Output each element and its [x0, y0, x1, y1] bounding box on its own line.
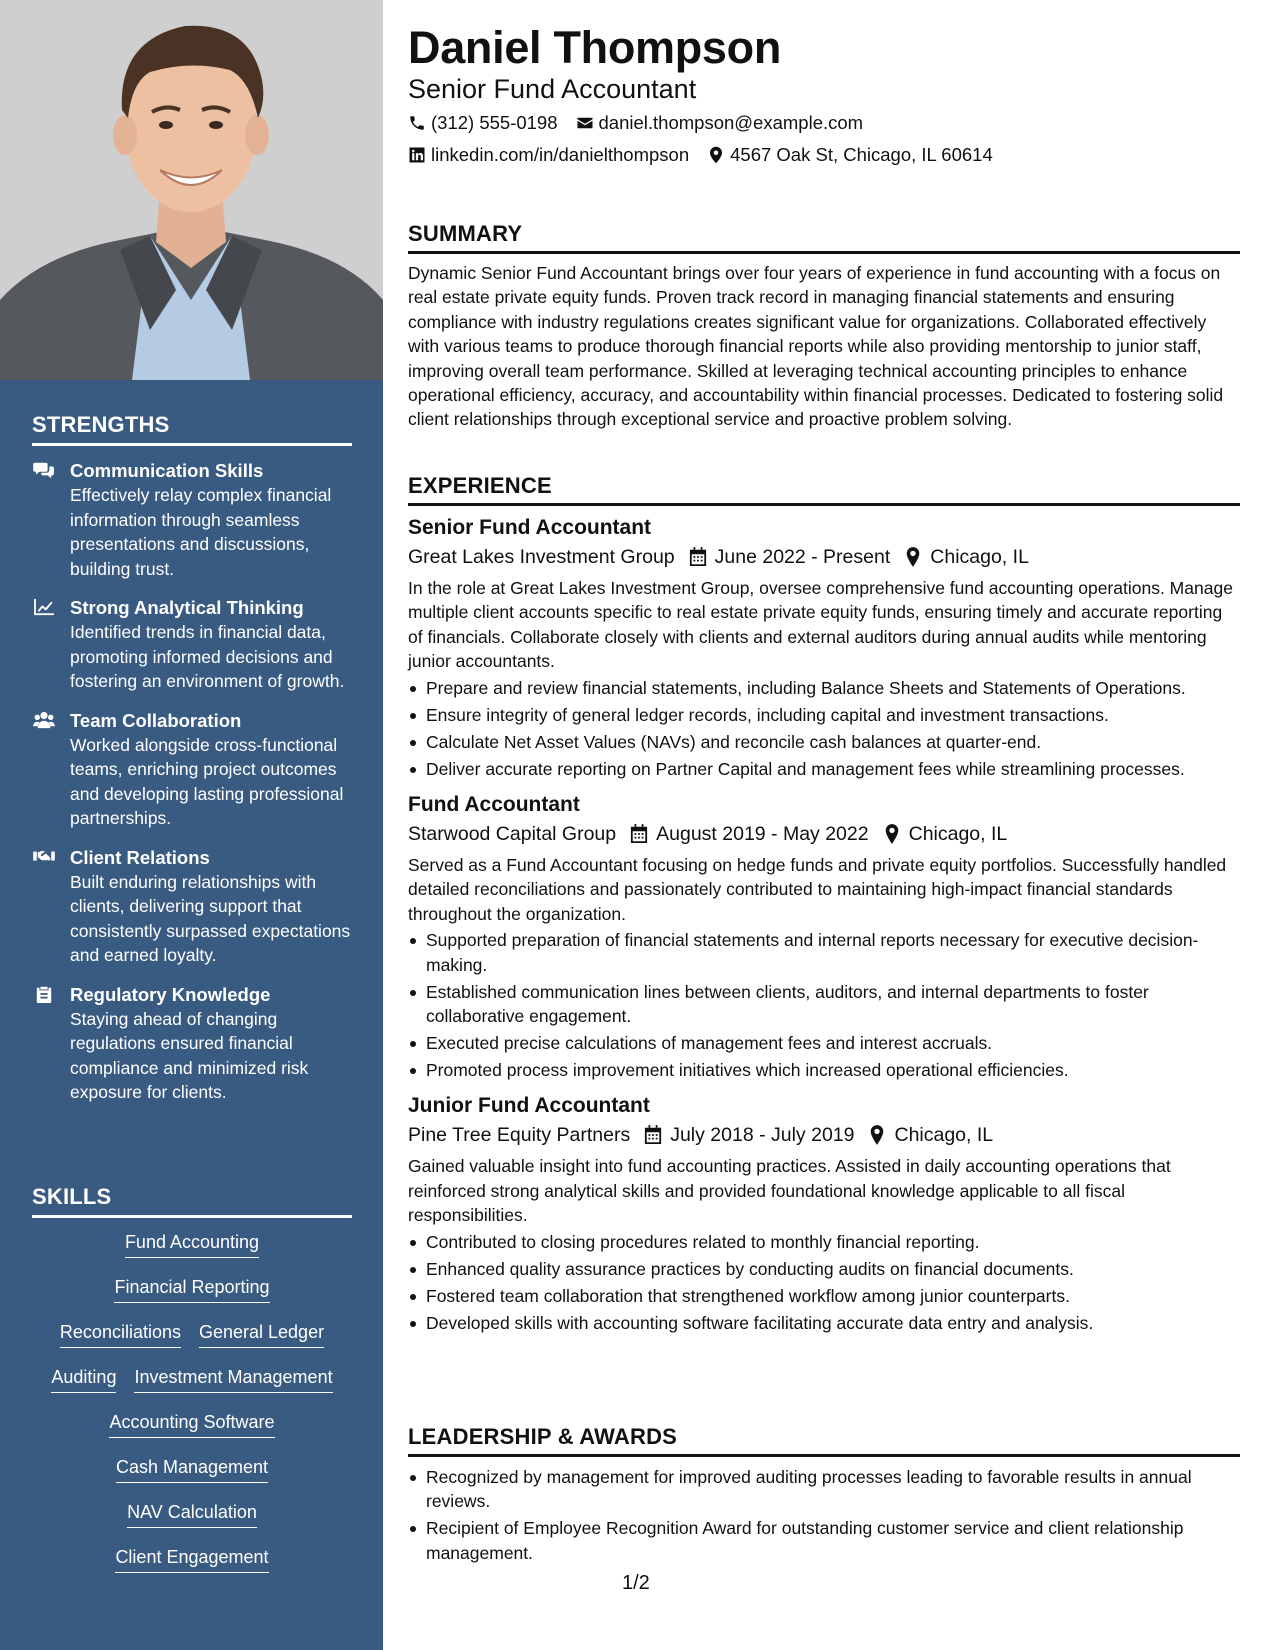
strength-desc: Built enduring relationships with clients, delivering support that consistently surpassed expectations and earned loyalty.: [70, 871, 351, 965]
job-title: Senior Fund Accountant: [408, 516, 652, 539]
contact-row-2: [408, 144, 993, 166]
chart-line-icon: [32, 597, 56, 617]
strength-desc: Staying ahead of changing regulations ensured financial compliance and minimized risk exposure for clients.: [70, 1008, 309, 1102]
job-dates: July 2018 - July 2019: [670, 1124, 855, 1147]
sidebar: [0, 0, 383, 1650]
strengths-heading: STRENGTHS: [32, 412, 352, 446]
job-bullet: Fostered team collaboration that strengthened workflow among junior counterparts.: [408, 1284, 1240, 1308]
skill-tag: Accounting Software: [109, 1410, 274, 1438]
summary-text: Dynamic Senior Fund Accountant brings over four years of experience in fund accounting with a focus on real estate private equity funds. Proven track record in managing financial statements and ensuring compliance with industry regulations creates significant value for organizations. Collaborated effectively with various teams to produce thorough financial reports while also providing mentorship to junior staff, improving overall team performance. Skilled at leveraging technical accounting principles to enhance operational efficiency, accuracy, and accountability within financial processes. Dedicated to fostering solid client relationships through exceptional service and proactive problem solving.: [408, 263, 1224, 430]
address-text: 4567 Oak St, Chicago, IL 60614: [730, 144, 993, 165]
job-dates: June 2022 - Present: [714, 546, 891, 568]
calendar-icon: [630, 824, 648, 844]
candidate-name: Daniel Thompson: [408, 22, 782, 73]
summary-section: [408, 221, 1240, 432]
map-marker-icon: [707, 146, 725, 164]
strength-item: [32, 458, 352, 581]
contact-row: [408, 112, 863, 134]
email-text: daniel.thompson@example.com: [598, 112, 864, 133]
job-meta: [408, 1120, 1240, 1150]
job-bullet: Calculate Net Asset Values (NAVs) and reconcile cash balances at quarter-end.: [408, 730, 1240, 754]
strength-title: Regulatory Knowledge: [70, 983, 271, 1005]
job-bullet: Enhanced quality assurance practices by conducting audits on financial documents.: [408, 1257, 1240, 1281]
calendar-icon: [644, 1125, 662, 1145]
job-bullet: Prepare and review financial statements, including Balance Sheets and Statements of Operations.: [408, 676, 1240, 700]
skills-list: [32, 1230, 352, 1590]
job-bullet: Deliver accurate reporting on Partner Capital and management fees while streamlining processes.: [408, 757, 1240, 781]
strength-item: [32, 708, 352, 831]
job-company: Starwood Capital Group: [408, 823, 617, 846]
address-contact: [707, 144, 993, 166]
job-description: In the role at Great Lakes Investment Group, oversee comprehensive fund accounting operations. Manage multiple client accounts specific to real estate private equity funds, ensuring timely and accurate reporting of financials. Collaborate closely with clients and external auditors during annual audits while mentoring junior accountants.: [408, 578, 1233, 672]
skills-heading: SKILLS: [32, 1184, 352, 1218]
strength-title: Communication Skills: [70, 460, 264, 481]
envelope-icon: [576, 114, 594, 132]
leadership-heading: LEADERSHIP & AWARDS: [408, 1424, 1240, 1457]
job-title: Junior Fund Accountant: [408, 1094, 650, 1118]
job-meta: [408, 542, 1240, 572]
strengths-section: [32, 412, 352, 1105]
job-bullets: [408, 928, 1240, 1082]
skill-tag: General Ledger: [199, 1320, 324, 1348]
skill-tag: Reconciliations: [60, 1320, 181, 1348]
job-location: Chicago, IL: [908, 823, 1008, 846]
phone-contact[interactable]: [408, 112, 558, 134]
skill-tag: Auditing: [51, 1365, 116, 1393]
linkedin-icon: [408, 146, 426, 164]
phone-text: (312) 555-0198: [431, 112, 558, 133]
skill-tag: NAV Calculation: [127, 1500, 257, 1528]
candidate-title: Senior Fund Accountant: [408, 74, 697, 104]
phone-icon: [408, 114, 426, 132]
skill-tag: Cash Management: [116, 1455, 268, 1483]
leadership-bullets: [408, 1465, 1240, 1565]
job-description: Gained valuable insight into fund accounting practices. Assisted in daily accounting operations that reinforced strong analytical skills and provided foundational knowledge applicable to all fiscal responsibilities.: [408, 1156, 1171, 1226]
job-entry: [408, 791, 1240, 1082]
job-dates: August 2019 - May 2022: [656, 823, 869, 846]
strength-item: [32, 845, 352, 968]
leadership-section: [408, 1424, 1240, 1568]
job-bullet: Promoted process improvement initiatives which increased operational efficiencies.: [408, 1058, 1240, 1082]
strength-title: Strong Analytical Thinking: [70, 597, 304, 618]
leadership-bullet: Recognized by management for improved auditing processes leading to favorable results in annual reviews.: [408, 1465, 1240, 1514]
linkedin-text: linkedin.com/in/danielthompson: [431, 144, 690, 165]
users-icon: [32, 710, 56, 730]
job-bullets: [408, 1230, 1240, 1335]
skill-tag: Fund Accounting: [125, 1230, 259, 1258]
job-description: Served as a Fund Accountant focusing on hedge funds and private equity portfolios. Successfully handled detailed reconciliations and passionately contributed to maintaining high-impact financial standards throughout the organization.: [408, 855, 1227, 924]
profile-photo: [0, 0, 383, 380]
handshake-icon: [32, 847, 56, 867]
job-bullet: Contributed to closing procedures related to monthly financial reporting.: [408, 1230, 1240, 1254]
job-bullet: Supported preparation of financial statements and internal reports necessary for executive decision-making.: [408, 928, 1240, 977]
strength-item: [32, 982, 352, 1105]
map-marker-icon: [904, 547, 922, 567]
map-marker-icon: [883, 824, 901, 844]
clipboard-icon: [32, 984, 56, 1004]
leadership-bullet: Recipient of Employee Recognition Award for outstanding customer service and client relationship management.: [408, 1516, 1240, 1565]
map-marker-icon: [868, 1125, 886, 1145]
skills-section: [32, 1184, 352, 1590]
strength-desc: Identified trends in financial data, promoting informed decisions and fostering an environment of growth.: [70, 622, 345, 691]
job-meta: [408, 819, 1240, 849]
email-contact[interactable]: [576, 112, 864, 134]
summary-heading: SUMMARY: [408, 221, 1240, 254]
linkedin-contact[interactable]: [408, 144, 689, 166]
experience-heading: EXPERIENCE: [408, 473, 1240, 506]
job-company: Pine Tree Equity Partners: [408, 1124, 631, 1147]
strength-title: Team Collaboration: [70, 709, 242, 731]
job-bullet: Developed skills with accounting software facilitating accurate data entry and analysis.: [408, 1311, 1240, 1335]
job-bullets: [408, 676, 1240, 781]
skill-tag: Investment Management: [134, 1365, 332, 1393]
job-bullet: Executed precise calculations of management fees and interest accruals.: [408, 1031, 1240, 1055]
job-entry: [408, 514, 1240, 781]
job-company: Great Lakes Investment Group: [408, 546, 675, 568]
job-location: Chicago, IL: [930, 546, 1029, 568]
experience-section: [408, 473, 1240, 1338]
job-title: Fund Accountant: [408, 793, 580, 817]
page-number: 1/2: [622, 1572, 650, 1594]
skill-tag: Financial Reporting: [114, 1275, 269, 1303]
skill-tag: Client Engagement: [115, 1545, 268, 1573]
strength-desc: Effectively relay complex financial information through seamless presentations and discussions, building trust.: [70, 485, 332, 579]
job-entry: [408, 1092, 1240, 1335]
comments-icon: [32, 460, 56, 480]
job-bullet: Ensure integrity of general ledger records, including capital and investment transactions.: [408, 703, 1240, 727]
calendar-icon: [689, 547, 707, 567]
strength-desc: Worked alongside cross-functional teams, enriching project outcomes and developing lasting professional partnerships.: [70, 734, 344, 828]
job-bullet: Established communication lines between clients, auditors, and internal departments to foster collaborative engagement.: [408, 980, 1240, 1029]
job-location: Chicago, IL: [894, 1124, 994, 1147]
strength-title: Client Relations: [70, 846, 210, 868]
strength-item: [32, 595, 352, 694]
